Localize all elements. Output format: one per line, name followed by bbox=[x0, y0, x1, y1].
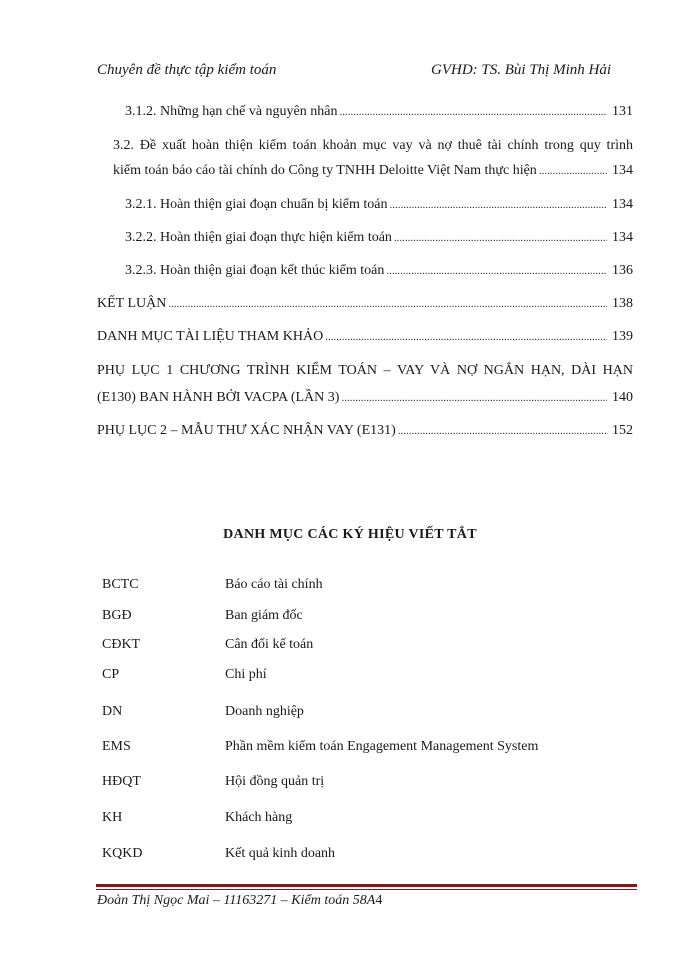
toc-label: KẾT LUẬN bbox=[97, 296, 167, 311]
page-header bbox=[97, 62, 611, 84]
abbr-value: Ban giám đốc bbox=[225, 608, 303, 623]
toc-label: 3.2.2. Hoàn thiện giai đoạn thực hiện kiểm toán bbox=[125, 230, 392, 245]
toc-label: kiểm toán báo cáo tài chính do Công ty TNHH Deloitte Việt Nam thực hiện bbox=[113, 163, 537, 178]
abbr-value: Doanh nghiệp bbox=[225, 704, 304, 719]
header-title: Chuyên đề thực tập kiểm toán bbox=[97, 62, 277, 78]
abbreviations-title: DANH MỤC CÁC KÝ HIỆU VIẾT TẮT bbox=[223, 527, 477, 542]
toc-item-ket-luan[interactable] bbox=[97, 296, 633, 316]
toc-label: 3.2.3. Hoàn thiện giai đoạn kết thúc kiểm toán bbox=[125, 263, 385, 278]
toc-item-3-2-1[interactable] bbox=[125, 197, 633, 217]
abbr-key: CĐKT bbox=[102, 637, 141, 652]
toc-leader bbox=[539, 165, 607, 177]
footer-rule-thick bbox=[96, 884, 637, 887]
footer-author: Đoàn Thị Ngọc Mai – 11163271 – Kiểm toán 58A bbox=[97, 893, 376, 908]
abbr-value: Hội đồng quản trị bbox=[225, 774, 325, 789]
page-footer bbox=[97, 893, 382, 909]
abbr-key: KQKD bbox=[102, 846, 143, 861]
toc-page-number: 136 bbox=[612, 263, 633, 278]
toc-label: DANH MỤC TÀI LIỆU THAM KHẢO bbox=[97, 329, 324, 344]
toc-item-3-1-2[interactable] bbox=[125, 104, 633, 124]
toc-item-tai-lieu[interactable] bbox=[97, 329, 633, 349]
abbr-key: BCTC bbox=[102, 577, 139, 592]
abbr-key: BGĐ bbox=[102, 608, 132, 623]
footer-rule-thin bbox=[96, 889, 637, 890]
toc-item-3-2[interactable] bbox=[113, 163, 633, 183]
abbr-key: KH bbox=[102, 810, 123, 825]
toc-page-number: 134 bbox=[612, 163, 633, 178]
toc-leader bbox=[389, 199, 607, 211]
abbr-key: DN bbox=[102, 704, 123, 719]
toc-leader bbox=[398, 425, 607, 437]
toc-leader bbox=[341, 392, 607, 404]
toc-item-phu-luc-1-line1[interactable]: PHỤ LỤC 1 CHƯƠNG TRÌNH KIỂM TOÁN – VAY VÀ NỢ NGẮN HẠN, DÀI HẠN bbox=[97, 363, 633, 378]
toc-leader bbox=[386, 265, 607, 277]
toc-leader bbox=[339, 106, 607, 118]
abbr-value: Phần mềm kiểm toán Engagement Management System bbox=[225, 739, 539, 754]
toc-item-phu-luc-1[interactable] bbox=[97, 390, 633, 410]
toc-item-3-2-2[interactable] bbox=[125, 230, 633, 250]
abbr-value: Kết quả kinh doanh bbox=[225, 846, 336, 861]
abbr-key: CP bbox=[102, 667, 120, 682]
abbr-value: Cân đối kế toán bbox=[225, 637, 314, 652]
abbr-key: HĐQT bbox=[102, 774, 141, 789]
toc-leader bbox=[325, 331, 607, 343]
abbr-key: EMS bbox=[102, 739, 131, 754]
toc-page-number: 131 bbox=[612, 104, 633, 119]
toc-page-number: 134 bbox=[612, 230, 633, 245]
footer-page-number: 4 bbox=[375, 893, 383, 908]
abbr-value: Khách hàng bbox=[225, 810, 293, 825]
toc-page-number: 139 bbox=[612, 329, 633, 344]
toc-page-number: 152 bbox=[612, 423, 633, 438]
toc-page-number: 134 bbox=[612, 197, 633, 212]
abbr-value: Báo cáo tài chính bbox=[225, 577, 323, 592]
toc-label: 3.2.1. Hoàn thiện giai đoạn chuẩn bị kiểm toán bbox=[125, 197, 388, 212]
header-supervisor: GVHD: TS. Bùi Thị Minh Hải bbox=[431, 62, 611, 78]
toc-item-phu-luc-2[interactable] bbox=[97, 423, 633, 443]
toc-label: PHỤ LỤC 2 – MẪU THƯ XÁC NHẬN VAY (E131) bbox=[97, 423, 396, 438]
toc-leader bbox=[394, 232, 607, 244]
toc-page-number: 140 bbox=[612, 390, 633, 405]
toc-label: (E130) BAN HÀNH BỞI VACPA (LẦN 3) bbox=[97, 390, 340, 405]
toc-leader bbox=[168, 298, 607, 310]
abbr-value: Chi phí bbox=[225, 667, 267, 682]
toc-item-3-2-3[interactable] bbox=[125, 263, 633, 283]
toc-item-3-2-line1[interactable]: 3.2. Đề xuất hoàn thiện kiểm toán khoản mục vay và nợ thuê tài chính trong quy trình bbox=[113, 138, 633, 153]
toc-label: 3.1.2. Những hạn chế và nguyên nhân bbox=[125, 104, 338, 119]
toc-page-number: 138 bbox=[612, 296, 633, 311]
